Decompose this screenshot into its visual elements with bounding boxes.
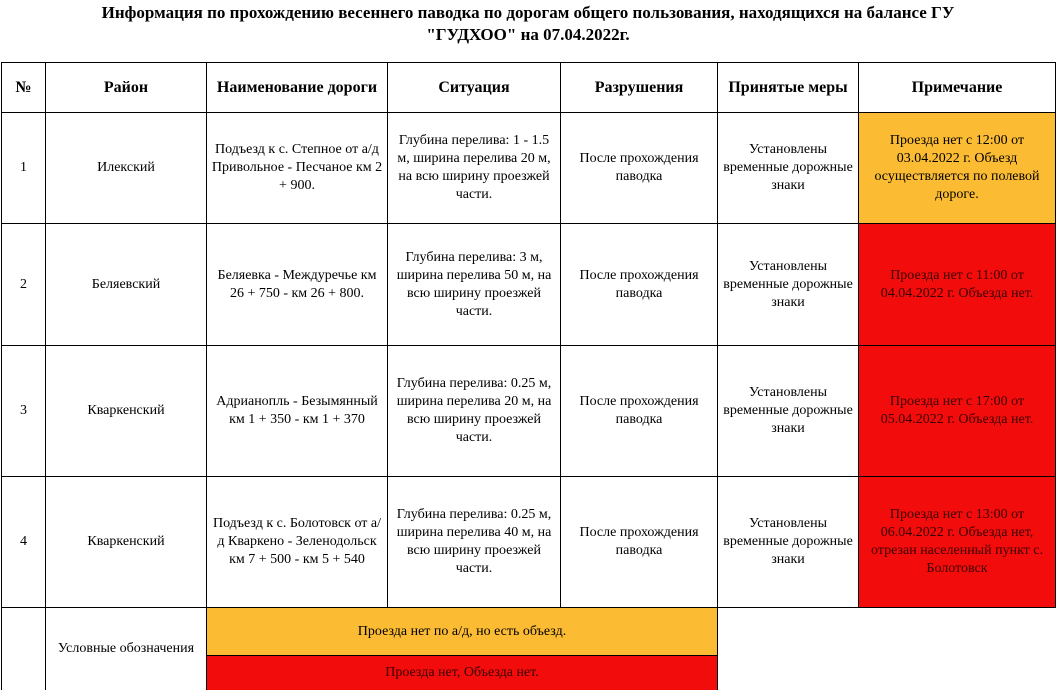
title-line-1: Информация по прохождению весеннего паводка по дорогам общего пользования, находящихся на балансе ГУ (101, 3, 955, 22)
header-note: Примечание (859, 63, 1056, 113)
flood-info-table (1, 62, 1056, 690)
row-situation: Глубина перелива: 0.25 м, ширина перелива 40 м, на всю ширину проезжей части. (388, 477, 561, 608)
legend-label: Условные обозначения (46, 608, 207, 690)
table-row (2, 224, 1056, 346)
row-measures: Установлены временные дорожные знаки (718, 346, 859, 477)
table-row (2, 477, 1056, 608)
header-district: Район (46, 63, 207, 113)
header-measures: Принятые меры (718, 63, 859, 113)
header-road: Наименование дороги (207, 63, 388, 113)
row-situation: Глубина перелива: 1 - 1.5 м, ширина перелива 20 м, на всю ширину проезжей части. (388, 113, 561, 224)
row-note-red: Проезда нет с 13:00 от 06.04.2022 г. Объезда нет, отрезан населенный пункт с. Болотовск (859, 477, 1056, 608)
header-row (2, 63, 1056, 113)
legend-empty (718, 608, 1056, 656)
row-measures: Установлены временные дорожные знаки (718, 477, 859, 608)
row-damage: После прохождения паводка (561, 224, 718, 346)
row-measures: Установлены временные дорожные знаки (718, 224, 859, 346)
row-situation: Глубина перелива: 0.25 м, ширина перелива 20 м, на всю ширину проезжей части. (388, 346, 561, 477)
row-damage: После прохождения паводка (561, 477, 718, 608)
document-title (0, 2, 1056, 46)
row-note-red: Проезда нет с 17:00 от 05.04.2022 г. Объезда нет. (859, 346, 1056, 477)
row-note-red: Проезда нет с 11:00 от 04.04.2022 г. Объезда нет. (859, 224, 1056, 346)
row-measures: Установлены временные дорожные знаки (718, 113, 859, 224)
header-situation: Ситуация (388, 63, 561, 113)
row-road: Беляевка - Междуречье км 26 + 750 - км 26 + 800. (207, 224, 388, 346)
row-road: Адрианопль - Безымянный км 1 + 350 - км 1 + 370 (207, 346, 388, 477)
row-num: 2 (2, 224, 46, 346)
header-num: № (2, 63, 46, 113)
row-district: Кваркенский (46, 346, 207, 477)
legend-orange-swatch: Проезда нет по а/д, но есть объезд. (207, 608, 718, 656)
row-num: 3 (2, 346, 46, 477)
legend-blank-cell (2, 608, 46, 690)
legend-row-orange (2, 608, 1056, 656)
table-row (2, 346, 1056, 477)
title-line-2: "ГУДХОО" на 07.04.2022г. (426, 25, 630, 44)
legend-empty (718, 656, 1056, 690)
row-num: 4 (2, 477, 46, 608)
row-road: Подъезд к с. Степное от а/д Привольное - Песчаное км 2 + 900. (207, 113, 388, 224)
row-damage: После прохождения паводка (561, 113, 718, 224)
row-damage: После прохождения паводка (561, 346, 718, 477)
row-note-orange: Проезда нет с 12:00 от 03.04.2022 г. Объезд осуществляется по полевой дороге. (859, 113, 1056, 224)
row-road: Подъезд к с. Болотовск от а/д Кваркено - Зеленодольск км 7 + 500 - км 5 + 540 (207, 477, 388, 608)
legend-red-swatch: Проезда нет, Объезда нет. (207, 656, 718, 690)
row-district: Илекский (46, 113, 207, 224)
row-situation: Глубина перелива: 3 м, ширина перелива 50 м, на всю ширину проезжей части. (388, 224, 561, 346)
table-row (2, 113, 1056, 224)
row-district: Кваркенский (46, 477, 207, 608)
header-damage: Разрушения (561, 63, 718, 113)
row-num: 1 (2, 113, 46, 224)
row-district: Беляевский (46, 224, 207, 346)
